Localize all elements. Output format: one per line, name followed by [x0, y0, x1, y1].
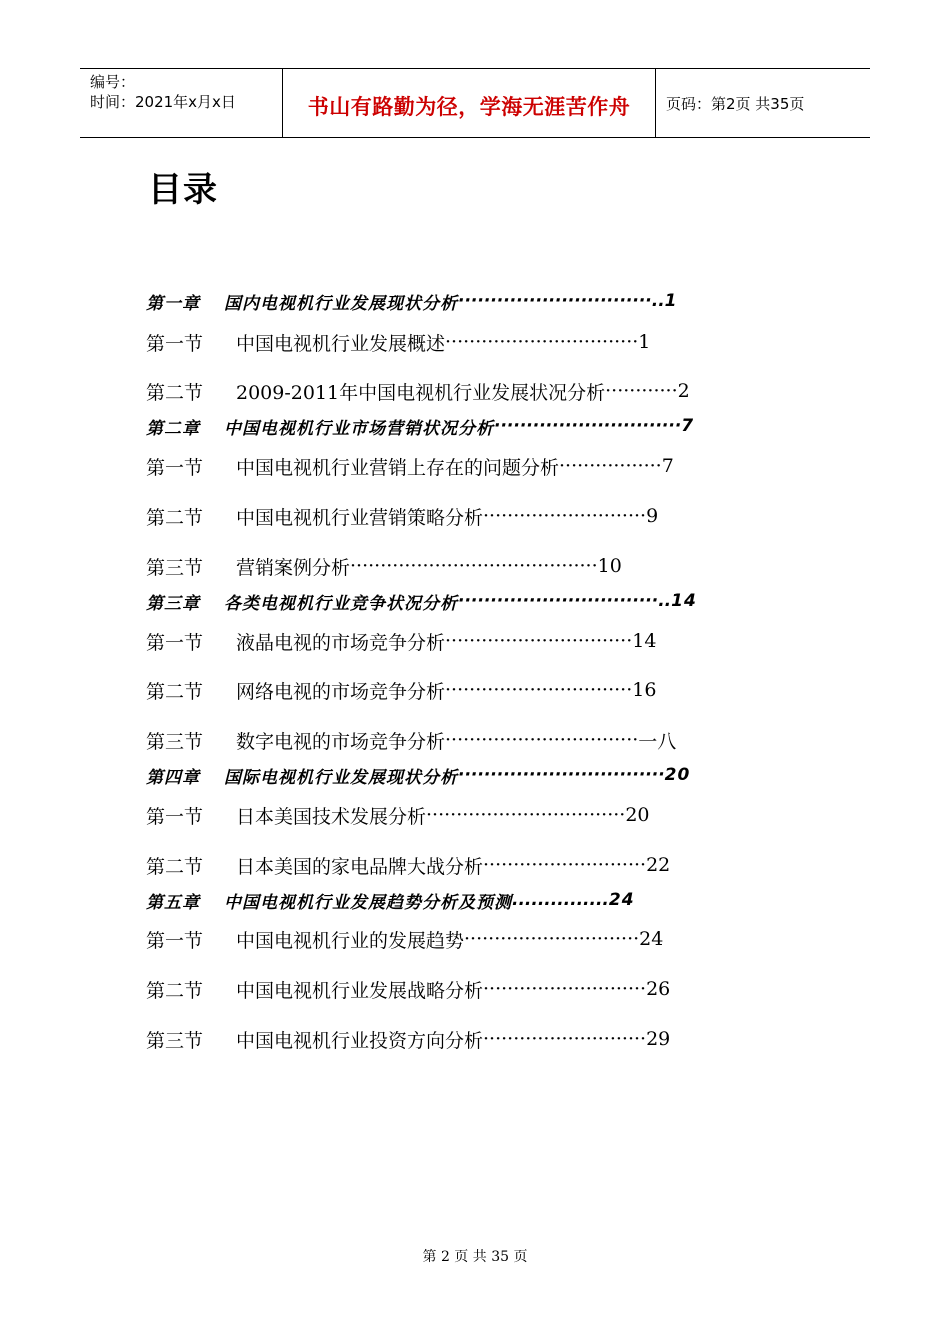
toc-leader: ···························: [483, 978, 647, 1000]
toc-section-entry[interactable]: [146, 725, 676, 755]
toc-leader: ·······························: [445, 679, 633, 701]
toc-title: 中国电视机行业的发展趋势: [236, 929, 465, 952]
header-table: [80, 68, 870, 138]
toc-leader: ············: [605, 380, 678, 402]
toc-leader: ·······························: [445, 630, 633, 652]
toc-section-entry[interactable]: [146, 924, 663, 954]
toc-chapter-entry[interactable]: [146, 586, 697, 616]
toc-page: 2: [677, 380, 690, 402]
toc-number: 第二节: [146, 381, 204, 404]
toc-number: 第一章: [146, 293, 200, 314]
toc-title: 中国电视机行业发展战略分析: [236, 979, 484, 1002]
toc-page: 7: [661, 455, 674, 477]
toc-number: 第二章: [146, 418, 200, 439]
toc-title: 中国电视机行业发展概述: [236, 332, 446, 355]
toc-page: 29: [646, 1028, 671, 1050]
toc-section-entry[interactable]: [146, 675, 656, 705]
toc-section-entry[interactable]: [146, 626, 656, 656]
toc-number: 第三章: [146, 593, 200, 614]
toc-number: 第二节: [146, 855, 204, 878]
toc-leader: ·································: [426, 804, 626, 826]
toc-page: 24: [608, 890, 635, 910]
toc-section-entry[interactable]: [146, 850, 670, 880]
header-page-cell: [656, 69, 870, 137]
toc-title: 国内电视机行业发展现状分析: [224, 293, 458, 314]
toc-section-entry[interactable]: [146, 501, 658, 531]
toc-number: 第三节: [146, 730, 204, 753]
toc-title: 中国电视机行业营销策略分析: [236, 506, 484, 529]
toc-section-entry[interactable]: [146, 327, 650, 357]
toc-page: 10: [597, 555, 622, 577]
toc-page: 26: [646, 978, 671, 1000]
toc-leader: ·················: [559, 455, 662, 477]
toc-leader: ···························: [483, 505, 647, 527]
toc-chapter-entry[interactable]: [146, 286, 678, 316]
time-label: 时间：2021年x月x日: [90, 93, 236, 111]
toc-number: 第四章: [146, 767, 200, 788]
toc-leader: ································: [445, 331, 639, 353]
page-title: 目录: [148, 170, 218, 210]
toc-page: 9: [646, 505, 659, 527]
toc-page: 22: [646, 854, 671, 876]
toc-leader: ······························..: [458, 291, 665, 311]
toc-chapter-entry[interactable]: [146, 411, 694, 441]
toc-page: 14: [671, 591, 697, 611]
toc-section-entry[interactable]: [146, 974, 670, 1004]
toc-title: 网络电视的市场竞争分析: [236, 680, 446, 703]
toc-chapter-entry[interactable]: [146, 885, 635, 915]
toc-page: 20: [664, 765, 691, 785]
toc-leader: ···························: [483, 854, 647, 876]
header-info-cell: [80, 69, 283, 137]
toc-title: 中国电视机行业投资方向分析: [236, 1029, 484, 1052]
toc-title: 日本美国技术发展分析: [236, 805, 427, 828]
toc-section-entry[interactable]: [146, 451, 674, 481]
page-info: 页码：第2页 共35页: [666, 95, 805, 113]
toc-number: 第二节: [146, 979, 204, 1002]
toc-title: 中国电视机行业营销上存在的问题分析: [236, 456, 560, 479]
toc-leader: ·····························: [494, 416, 682, 436]
toc-leader: ·······························..: [458, 591, 672, 611]
toc-number: 第二节: [146, 680, 204, 703]
toc-title: 营销案例分析: [236, 556, 351, 579]
toc-title: 液晶电视的市场竞争分析: [236, 631, 446, 654]
toc-number: 第二节: [146, 506, 204, 529]
toc-page: 14: [632, 630, 657, 652]
toc-number: 第三节: [146, 1029, 204, 1052]
toc-leader: ································: [458, 765, 665, 785]
toc-title: 日本美国的家电品牌大战分析: [236, 855, 484, 878]
toc-page: 20: [625, 804, 650, 826]
toc-title: 国际电视机行业发展现状分析: [224, 767, 458, 788]
toc-page: 1: [664, 291, 678, 311]
toc-page: 16: [632, 679, 657, 701]
toc-number: 第一节: [146, 805, 204, 828]
toc-title: 2009-2011年中国电视机行业发展状况分析: [236, 381, 606, 404]
toc-chapter-entry[interactable]: [146, 760, 690, 790]
page-footer: 第 2 页 共 35 页: [422, 1249, 528, 1265]
toc-section-entry[interactable]: [146, 376, 690, 406]
toc-title: 中国电视机行业市场营销状况分析: [224, 418, 494, 439]
toc-title: 各类电视机行业竞争状况分析: [224, 593, 458, 614]
toc-title: 数字电视的市场竞争分析: [236, 730, 446, 753]
motto-text: 书山有路勤为径，学海无涯苦作舟: [307, 95, 631, 119]
toc-number: 第一节: [146, 456, 204, 479]
toc-leader: ·····························: [464, 928, 640, 950]
toc-number: 第三节: [146, 556, 204, 579]
toc-section-entry[interactable]: [146, 551, 622, 581]
toc-leader: ································: [445, 729, 639, 751]
toc-page: 7: [681, 416, 695, 436]
header-motto-cell: [283, 69, 656, 137]
toc-number: 第一节: [146, 332, 204, 355]
toc-page: 24: [639, 928, 664, 950]
number-label: 编号：: [90, 73, 136, 91]
toc-section-entry[interactable]: [146, 1024, 670, 1054]
toc-number: 第一节: [146, 929, 204, 952]
toc-leader: ···························: [483, 1028, 647, 1050]
toc-leader: ...............: [512, 890, 609, 910]
toc-section-entry[interactable]: [146, 800, 650, 830]
toc-number: 第一节: [146, 631, 204, 654]
toc-title: 中国电视机行业发展趋势分析及预测: [224, 892, 512, 913]
toc-page: 一八: [638, 730, 677, 753]
toc-leader: ·········································: [350, 555, 598, 577]
toc-number: 第五章: [146, 892, 200, 913]
toc-page: 1: [638, 331, 651, 353]
